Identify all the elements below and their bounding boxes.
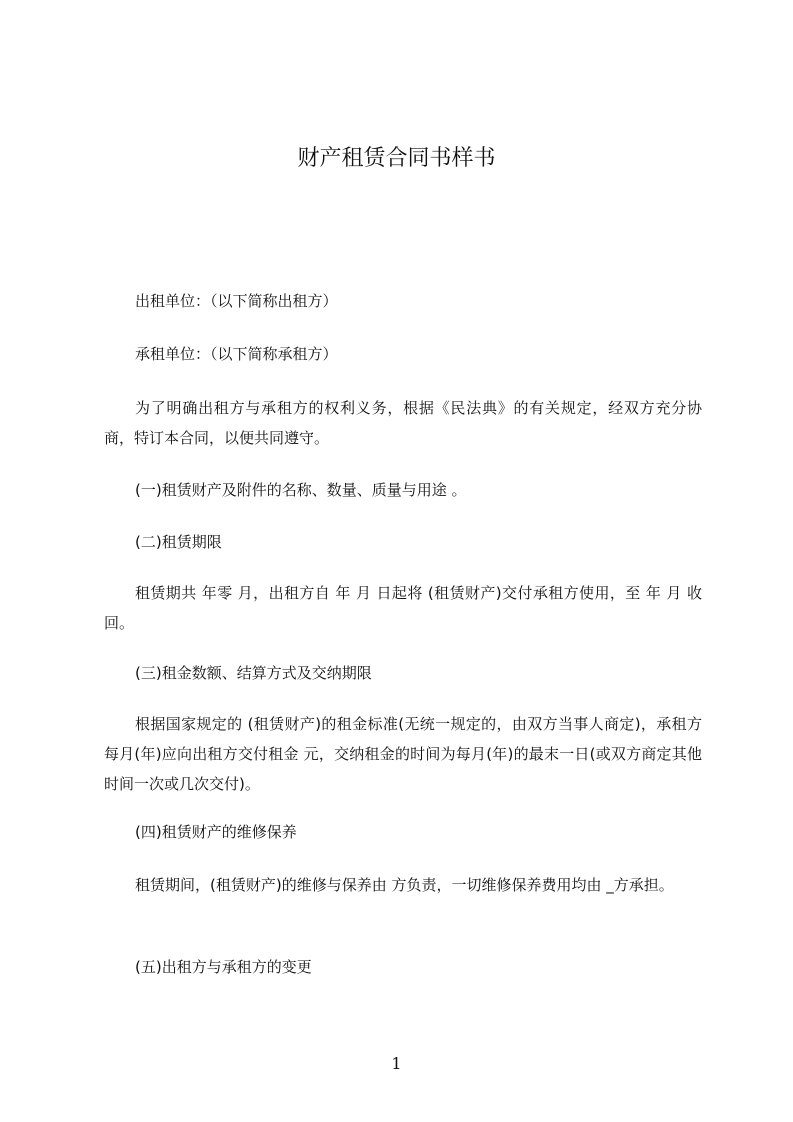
section-heading-2: (二)租赁期限: [135, 533, 222, 551]
section-heading-1: (一)租赁财产及附件的名称、数量、质量与用途 。: [135, 481, 467, 499]
section-heading-4: (四)租赁财产的维修保养: [135, 823, 297, 841]
paragraph-maintenance: 租赁期间，(租赁财产)的维修与保养由 方负责，一切维修保养费用均由 _方承担。: [135, 876, 674, 894]
page-number: 1: [391, 1054, 402, 1073]
paragraph-lessee: 承租单位：（以下简称承租方）: [135, 345, 338, 363]
document-title: 财产租赁合同书样书: [297, 146, 496, 171]
paragraph-rent: 根据国家规定的 (租赁财产)的租金标准(无统一规定的，由双方当事人商定)，承租方每月(年)应向出租方交付租金 元，交纳租金的时间为每月(年)的最末一日(或双方商定其他时间一次或几次交付)。: [104, 715, 702, 793]
paragraph-lessor: 出租单位：（以下简称出租方）: [135, 292, 338, 310]
paragraph-preamble: 为了明确出租方与承租方的权利义务，根据《民法典》的有关规定，经双方充分协商，特订本合同，以便共同遵守。: [104, 399, 702, 447]
section-heading-3: (三)租金数额、结算方式及交纳期限: [135, 664, 372, 682]
section-heading-5: (五)出租方与承租方的变更: [135, 958, 312, 976]
paragraph-lease-term: 租赁期共 年零 月，出租方自 年 月 日起将 (租赁财产)交付承租方使用，至 年 月 收回。: [104, 584, 702, 632]
